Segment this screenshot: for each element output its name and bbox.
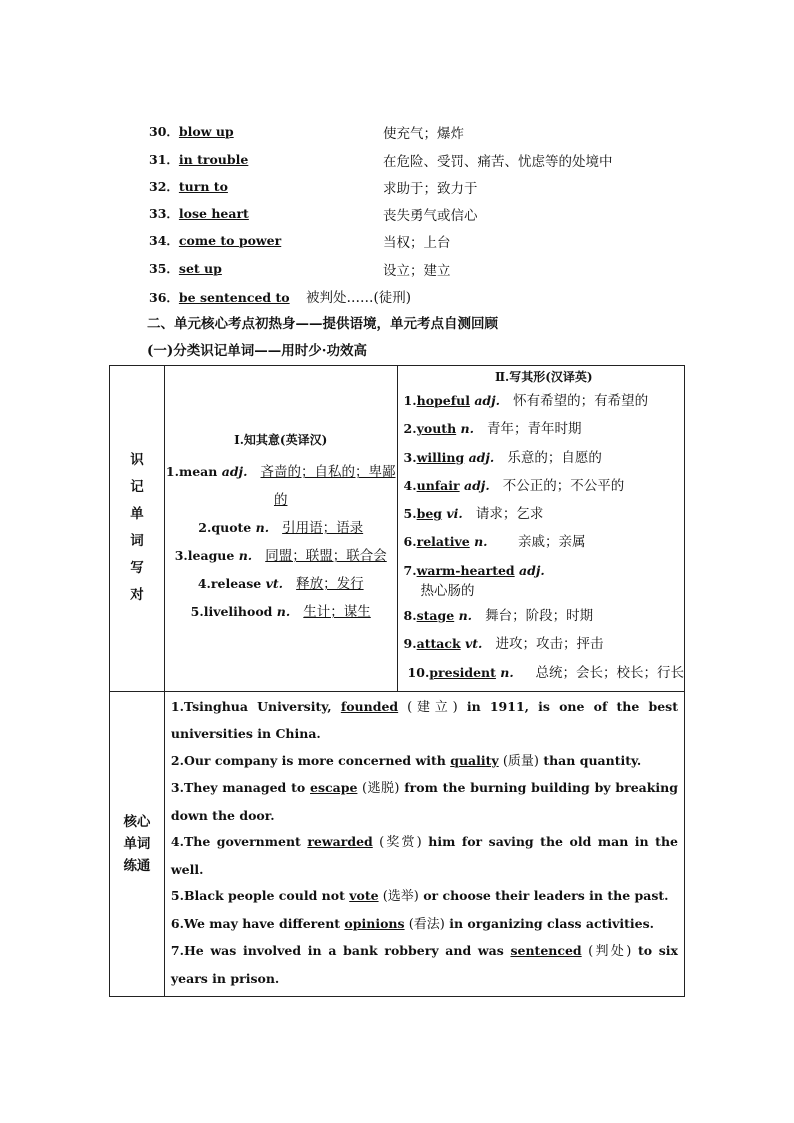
item-number: 10. bbox=[407, 664, 430, 680]
item-number: 8. bbox=[403, 608, 417, 624]
practice-sentence bbox=[171, 694, 678, 748]
item-meaning: 同盟；联盟；联合会 bbox=[265, 547, 387, 564]
item-pos: n. bbox=[458, 608, 473, 624]
answer-word: sentenced bbox=[510, 943, 582, 959]
phrase-item bbox=[149, 259, 451, 281]
item-word: hopeful bbox=[416, 393, 470, 408]
vocab-item bbox=[165, 570, 397, 598]
phrase-chinese: 被判处……(徒刑) bbox=[305, 290, 412, 306]
phrase-english: come to power bbox=[178, 233, 282, 248]
phrase-item bbox=[149, 150, 613, 172]
item-word: youth bbox=[416, 421, 457, 437]
phrase-item bbox=[149, 286, 411, 308]
hint: (质量) bbox=[498, 753, 539, 769]
row-label-char: 对 bbox=[130, 587, 144, 604]
vocab-item bbox=[404, 602, 684, 630]
phrase-chinese: 在危险、受罚、痛苦、忧虑等的处境中 bbox=[383, 154, 613, 170]
column-title: Ⅰ.知其意(英译汉) bbox=[234, 432, 328, 447]
item-meaning: 总统；会长；校长；行长 bbox=[535, 664, 684, 681]
hint: (判处) bbox=[581, 944, 632, 960]
vocab-item bbox=[404, 630, 684, 658]
phrase-english: in trouble bbox=[178, 152, 249, 167]
subsection-heading: (一)分类识记单词——用时少·功效高 bbox=[147, 343, 367, 359]
vocab-item bbox=[404, 444, 684, 472]
item-meaning: 乐意的；自愿的 bbox=[507, 449, 602, 466]
hint: (看法) bbox=[404, 916, 445, 932]
row-label-line: 练通 bbox=[123, 858, 151, 875]
sentence-text: to six years in prison. bbox=[170, 943, 678, 986]
item-meaning: 热心肠的 bbox=[420, 583, 475, 600]
phrase-chinese: 使充气；爆炸 bbox=[383, 126, 464, 142]
item-pos: adj. bbox=[463, 477, 490, 493]
phrase-number: 36． bbox=[149, 290, 179, 305]
phrase-chinese: 求助于；致力于 bbox=[383, 181, 478, 197]
item-pos: adj. bbox=[221, 463, 248, 479]
sentence-text: 3.They managed to bbox=[170, 780, 311, 796]
item-word: willing bbox=[416, 449, 465, 465]
phrase-english: blow up bbox=[178, 124, 234, 139]
phrase-chinese: 当权；上台 bbox=[383, 235, 451, 251]
item-word: relative bbox=[416, 534, 470, 550]
vocab-item bbox=[404, 659, 684, 687]
phrase-chinese: 设立；建立 bbox=[383, 263, 451, 279]
section-heading: 二、单元核心考点初热身——提供语境，单元考点自测回顾 bbox=[147, 316, 498, 332]
phrase-chinese: 丧失勇气或信心 bbox=[383, 208, 478, 224]
item-word: attack bbox=[416, 636, 461, 652]
item-pos: adj. bbox=[474, 393, 501, 408]
hint: (选举) bbox=[378, 889, 419, 905]
item-word: president bbox=[429, 664, 496, 680]
vocab-item bbox=[165, 542, 397, 570]
item-meaning: 亲戚；亲属 bbox=[518, 534, 586, 551]
item-pos: n. bbox=[460, 421, 474, 437]
item-meaning: 生计；谋生 bbox=[303, 603, 371, 620]
item-meaning: 请求；乞求 bbox=[475, 506, 544, 523]
phrase-item bbox=[149, 122, 464, 144]
item-word: unfair bbox=[416, 477, 460, 493]
row-label bbox=[110, 811, 164, 877]
row-label-cell bbox=[110, 366, 165, 692]
word-recognition-row bbox=[110, 366, 685, 692]
vocab-item bbox=[165, 598, 397, 626]
row-label-char: 写 bbox=[130, 560, 144, 577]
row-label-char: 记 bbox=[130, 479, 144, 496]
practice-sentence bbox=[171, 829, 678, 883]
item-pos: n. bbox=[276, 603, 291, 619]
row-label-line: 核心 bbox=[123, 814, 151, 831]
phrase-number: 33． bbox=[149, 206, 179, 221]
practice-sentence bbox=[171, 748, 678, 776]
item-pos: n. bbox=[500, 664, 514, 680]
item-meaning: 吝啬的；自私的；卑鄙 bbox=[260, 463, 396, 480]
sentence-text: 6.We may have different bbox=[170, 915, 345, 931]
item-meaning: 释放；发行 bbox=[296, 575, 364, 592]
item-word: league bbox=[187, 547, 235, 563]
item-word: release bbox=[210, 575, 262, 591]
sentences-cell bbox=[164, 691, 684, 997]
column-title: Ⅱ.写其形(汉译英) bbox=[494, 370, 593, 384]
vocab-item bbox=[404, 528, 684, 556]
phrase-number: 31． bbox=[149, 152, 179, 167]
row-label-char: 词 bbox=[130, 533, 144, 550]
item-pos: adj. bbox=[519, 562, 545, 578]
item-number: 5. bbox=[190, 603, 204, 619]
phrase-number: 30． bbox=[149, 124, 179, 139]
item-meaning: 怀有希望的；有希望的 bbox=[513, 393, 649, 409]
item-number: 6. bbox=[403, 534, 417, 550]
item-number: 2. bbox=[403, 421, 417, 437]
hint: (奖赏) bbox=[372, 835, 422, 851]
answer-word: rewarded bbox=[307, 834, 373, 850]
item-number: 3. bbox=[174, 547, 188, 563]
item-number: 7. bbox=[403, 562, 417, 578]
item-pos: n. bbox=[255, 519, 270, 535]
vocab-item bbox=[165, 514, 397, 542]
vocab-item bbox=[165, 458, 397, 514]
answer-word: escape bbox=[310, 780, 358, 796]
item-word: beg bbox=[416, 506, 443, 522]
item-word: quote bbox=[211, 519, 252, 535]
phrase-english: lose heart bbox=[178, 206, 249, 221]
item-word: warm-hearted bbox=[416, 562, 515, 578]
practice-sentence bbox=[171, 883, 678, 911]
sentence-text: 7.He was involved in a bank robbery and was bbox=[170, 943, 511, 959]
sentence-text: from the burning building by breaking down the door. bbox=[170, 780, 678, 823]
item-pos: adj. bbox=[468, 449, 495, 465]
practice-sentence bbox=[171, 938, 678, 992]
phrase-number: 32． bbox=[149, 179, 179, 194]
sentence-text: 4.The government bbox=[170, 834, 308, 850]
hint: (建立) bbox=[398, 699, 458, 715]
item-pos: vt. bbox=[465, 636, 483, 652]
phrase-english: be sentenced to bbox=[178, 290, 290, 305]
phrase-item bbox=[149, 231, 451, 253]
vocab-item bbox=[404, 415, 684, 443]
item-word: stage bbox=[416, 608, 455, 624]
phrase-item bbox=[149, 177, 478, 199]
item-number: 4. bbox=[403, 477, 417, 493]
item-meaning: 舞台；阶段；时期 bbox=[485, 608, 594, 625]
vocab-item bbox=[404, 387, 684, 415]
sentence-text: or choose their leaders in the past. bbox=[418, 888, 669, 904]
sentence-text: 5.Black people could not bbox=[170, 888, 350, 904]
item-number: 5. bbox=[403, 506, 417, 522]
answer-word: founded bbox=[340, 698, 399, 714]
phrase-english: turn to bbox=[178, 179, 228, 194]
item-word: livelihood bbox=[203, 603, 273, 619]
row-label-line: 单词 bbox=[123, 836, 151, 853]
row-label-char: 识 bbox=[130, 452, 144, 469]
item-meaning: 不公正的；不公平的 bbox=[502, 477, 625, 494]
item-meaning: 引用语；语录 bbox=[282, 519, 364, 536]
item-pos: n. bbox=[474, 534, 488, 550]
answer-word: vote bbox=[349, 888, 379, 904]
item-meaning: 进攻；攻击；抨击 bbox=[495, 636, 604, 653]
vocabulary-table bbox=[109, 365, 685, 997]
chinese-to-english-cell bbox=[397, 366, 684, 692]
item-meaning: 青年；青年时期 bbox=[487, 421, 582, 438]
sentence-text: in organizing class activities. bbox=[444, 915, 655, 931]
item-number: 9. bbox=[403, 636, 417, 652]
vocab-item bbox=[404, 500, 684, 528]
row-label bbox=[110, 447, 164, 609]
sentence-text: 1.Tsinghua University, bbox=[170, 698, 341, 714]
item-number: 3. bbox=[403, 449, 417, 465]
vocab-item bbox=[404, 472, 684, 500]
sentence-text: than quantity. bbox=[538, 752, 642, 768]
phrase-english: set up bbox=[178, 261, 222, 276]
practice-sentence bbox=[171, 911, 678, 939]
phrase-number: 34． bbox=[149, 233, 179, 248]
row-label-cell bbox=[110, 691, 165, 997]
row-label-char: 单 bbox=[130, 506, 144, 523]
core-word-practice-row bbox=[110, 691, 685, 997]
item-number: 1. bbox=[165, 463, 179, 479]
item-meaning-cont: 的 bbox=[273, 491, 288, 508]
sentence-text: in 1911, is one of the best universities in China. bbox=[170, 698, 678, 742]
item-pos: n. bbox=[238, 547, 253, 563]
item-number: 1. bbox=[403, 393, 417, 408]
item-number: 4. bbox=[197, 575, 211, 591]
item-word: mean bbox=[178, 463, 218, 479]
practice-sentence bbox=[171, 775, 678, 829]
answer-word: opinions bbox=[344, 915, 405, 931]
answer-word: quality bbox=[450, 752, 499, 768]
phrase-item bbox=[149, 204, 478, 226]
phrase-number: 35． bbox=[149, 261, 179, 276]
sentence-text: 2.Our company is more concerned with bbox=[170, 752, 451, 768]
item-pos: vi. bbox=[446, 506, 463, 522]
english-to-chinese-cell bbox=[164, 366, 397, 692]
item-pos: vt. bbox=[265, 575, 284, 591]
sentence-text: him for saving the old man in the well. bbox=[170, 834, 678, 877]
hint: (逃脱) bbox=[357, 781, 400, 797]
item-number: 2. bbox=[198, 519, 212, 535]
